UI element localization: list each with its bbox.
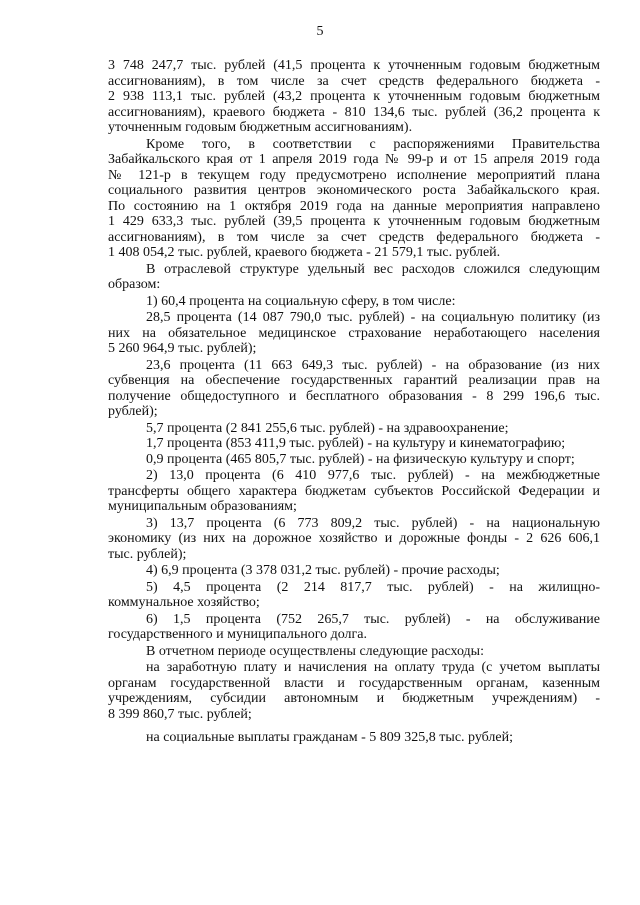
text-line: получение общедоступного и бесплатного образования - 8 299 196,6 тыс. [108, 388, 600, 404]
text-line: ассигнованиям), краевого бюджета - 810 134,6 тыс. рублей (36,2 процента к [108, 104, 600, 120]
text-line: субвенция на обеспечение государственных гарантий реализации прав на [108, 373, 600, 388]
text-line: 1 408 054,2 тыс. рублей, краевого бюджета - 21 579,1 тыс. рублей. [108, 245, 501, 260]
text-line: 5,7 процента (2 841 255,6 тыс. рублей) - на здравоохранение; [146, 420, 509, 436]
text-line: тыс. рублей); [108, 546, 187, 562]
text-line: учреждениям, субсидии автономным и бюджетным учреждениям) - [108, 691, 600, 706]
text-line: ассигнованиям), в том числе за счет средств федерального бюджета - [108, 229, 600, 245]
text-line: на заработную плату и начисления на оплату труда (с учетом выплаты [146, 660, 600, 675]
text-line: 1,7 процента (853 411,9 тыс. рублей) - на культуру и кинематографию; [146, 436, 566, 451]
text-line: органам государственной власти и государственным органам, казенным [108, 675, 600, 691]
text-line: Кроме того, в соответствии с распоряжениями Правительства [146, 136, 600, 152]
text-line: на социальные выплаты гражданам - 5 809 325,8 тыс. рублей; [146, 730, 514, 745]
text-line: 4) 6,9 процента (3 378 031,2 тыс. рублей) - прочие расходы; [146, 563, 500, 578]
text-line: 2) 13,0 процента (6 410 977,6 тыс. рублей) - на межбюджетные [146, 468, 600, 483]
text-line: муниципальным образованиям; [108, 499, 297, 514]
document-body [108, 58, 600, 746]
text-line: 28,5 процента (14 087 790,0 тыс. рублей) - на социальную политику (из [146, 310, 600, 325]
text-line: В отраслевой структуре удельный вес расходов сложился следующим [146, 261, 600, 277]
text-line: 5 260 964,9 тыс. рублей); [108, 341, 257, 356]
page-number: 5 [316, 24, 324, 39]
text-line: социального развития центров экономического роста Забайкальского края. [108, 183, 600, 198]
text-line: Забайкальского края от 1 апреля 2019 года № 99-р и от 15 апреля 2019 года [108, 152, 600, 167]
text-line: ассигнованиям), в том числе за счет средств федерального бюджета - [108, 73, 600, 89]
text-line: трансферты общего характера бюджетам субъектов Российской Федерации и [108, 483, 600, 499]
text-line: 1 429 633,3 тыс. рублей (39,5 процента к уточненным годовым бюджетным [108, 214, 600, 229]
text-line: По состоянию на 1 октября 2019 года на данные мероприятия направлено [108, 198, 600, 214]
text-line: государственного и муниципального долга. [108, 627, 367, 642]
text-line: уточненным годовым бюджетным ассигнованиям). [108, 120, 413, 135]
text-line: В отчетном периоде осуществлены следующие расходы: [146, 643, 484, 659]
text-line: 2 938 113,1 тыс. рублей (43,2 процента к уточненным годовым бюджетным [108, 89, 600, 104]
text-line: коммунальное хозяйство; [108, 595, 260, 610]
text-line: 5) 4,5 процента (2 214 817,7 тыс. рублей) - на жилищно- [146, 579, 600, 595]
text-line: образом: [108, 277, 161, 292]
text-line: рублей); [108, 404, 158, 419]
text-line: 3 748 247,7 тыс. рублей (41,5 процента к уточненным годовым бюджетным [108, 58, 600, 73]
text-line: 8 399 860,7 тыс. рублей; [108, 706, 252, 722]
text-line: 23,6 процента (11 663 649,3 тыс. рублей) - на образование (из них [146, 357, 600, 373]
text-line: 6) 1,5 процента (752 265,7 тыс. рублей) - на обслуживание [146, 611, 600, 627]
text-line: 3) 13,7 процента (6 773 809,2 тыс. рублей) - на национальную [146, 515, 600, 531]
text-line: них на обязательное медицинское страхование неработающего населения [108, 325, 600, 341]
text-line: экономику (из них на дорожное хозяйство и дорожные фонды - 2 626 606,1 [108, 531, 600, 546]
text-line: 0,9 процента (465 805,7 тыс. рублей) - на физическую культуру и спорт; [146, 451, 575, 467]
text-line: 1) 60,4 процента на социальную сферу, в том числе: [146, 293, 456, 309]
text-line: № 121-р в текущем году предусмотрено исполнение мероприятий плана [108, 167, 600, 183]
